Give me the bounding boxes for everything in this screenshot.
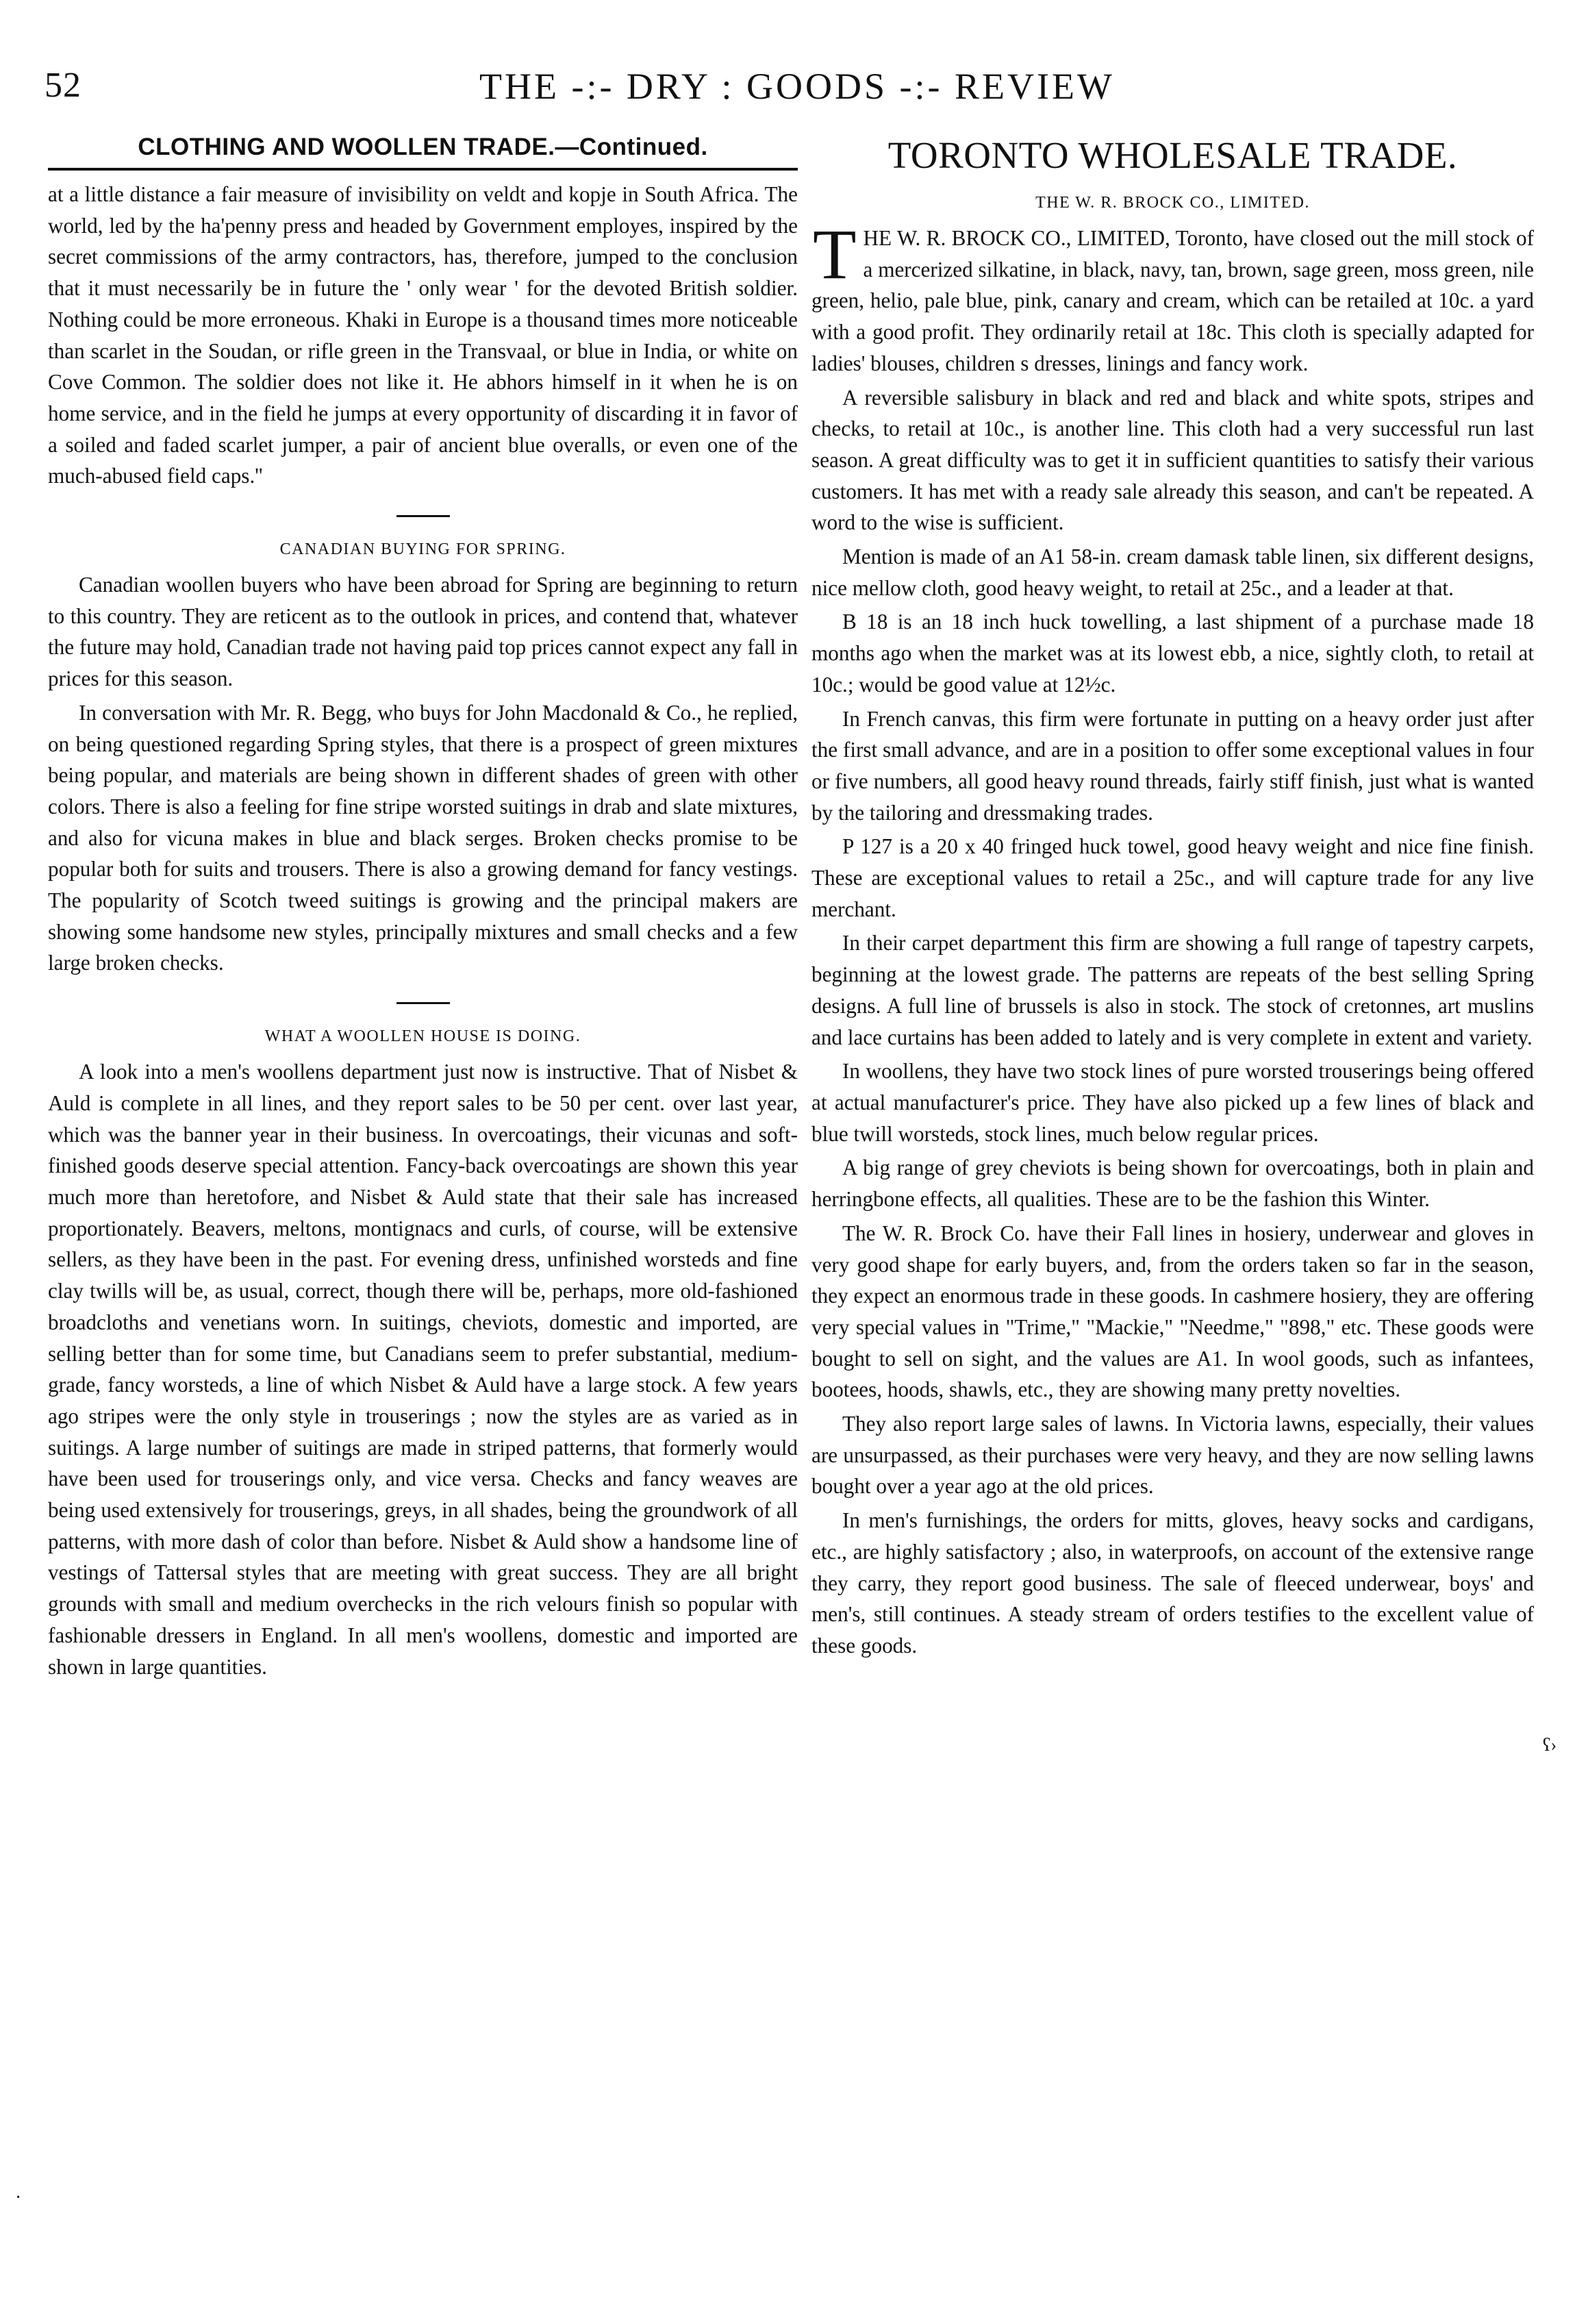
section-divider [396, 515, 450, 517]
paragraph: A reversible salisbury in black and red and black and white spots, stripes and checks, to retail at 10c., is another line. This cloth had a very successful run last season. A great difficulty was to get it in sufficient quantities to satisfy their various customers. It has met with a ready sale already this season, and can't be repeated. A word to the wise is sufficient. [811, 385, 1534, 535]
paragraph: In woollens, they have two stock lines of pure worsted trouserings being offered at actual manufacturer's price. They have also picked up a few lines of black and blue twill worsteds, stock lines, much below regular prices. [811, 1059, 1534, 1146]
page-number: 52 [45, 66, 81, 105]
paragraph: A look into a men's woollens department just now is instructive. That of Nisbet & Auld is complete in all lines, and they report sales to be 50 per cent. over last year, which was the banner year in their business. In overcoatings, their vicunas and soft-finished goods deserve special attention. Fancy-back overcoatings are shown this year much more than heretofore, and Nisbet & Auld state that their sale has increased proportionately. Beavers, meltons, montignacs and curls, of course, will be extensive sellers, as they have been in the past. For evening dress, unfinished worsteds and fine clay twills will be, as usual, correct, though there will be, perhaps, more old-fashioned broadcloths and venetians worn. In suitings, cheviots, domestic and imported, are selling better than for some time, but Canadians seem to prefer substantial, medium-grade, fancy worsteds, a line of which Nisbet & Auld have a large stock. A few years ago stripes were the only style in trouserings ; now the styles are as varied as in suitings. A large number of suitings are made in striped patterns, that formerly would have been used for trouserings only, and vice versa. Checks and fancy weaves are being used extensively for trouserings, greys, in all shades, being the groundwork of all patterns, with more dash of color than before. Nisbet & Auld show a handsome line of vestings of Tattersal styles that are meeting with great success. They are all bright grounds with small and medium overchecks in the rich velours finish so popular with fashionable dressers in England. In all men's woollens, domestic and imported are shown in large quantities. [48, 1060, 798, 1679]
masthead-title: THE -:- DRY : GOODS -:- REVIEW [479, 66, 1115, 107]
paragraph: The W. R. Brock Co. have their Fall lines in hosiery, underwear and gloves in very good shape for early buyers, and, from the orders taken so far in the season, they expect an enormous trade in these goods. In cashmere hosiery, they are offering very special values in "Trime," "Mackie," "Needme," "898," etc. These goods were bought to sell on sight, and the values are A1. In wool goods, such as infantees, bootees, hoods, shawls, etc., they are showing many pretty novelties. [811, 1221, 1534, 1402]
paragraph: Canadian woollen buyers who have been abroad for Spring are beginning to return to this country. They are reticent as to the outlook in prices, and contend that, whatever the future may hold, Canadian trade not having paid top prices cannot expect any fall in prices for this season. [48, 573, 798, 691]
margin-dot: · [15, 2187, 22, 2208]
paragraph: Mention is made of an A1 58-in. cream damask table linen, six different designs, nice mellow cloth, good heavy weight, to retail at 25c., and a leader at that. [811, 545, 1534, 600]
paragraph: In men's furnishings, the orders for mitts, gloves, heavy socks and cardigans, etc., are highly satisfactory ; also, in waterproofs, on account of the extensive range they carry, they report good business. The sale of fleeced underwear, boys' and men's, still continues. A steady stream of orders testifies to the excellent value of these goods. [811, 1508, 1534, 1658]
paragraph: In French canvas, this firm were fortunate in putting on a heavy order just after the first small advance, and are in a position to offer some exceptional values in four or five numbers, all good heavy round threads, fairly stiff finish, just what is wanted by the tailoring and dressmaking trades. [811, 706, 1534, 825]
right-column [811, 134, 1534, 1662]
left-column [48, 134, 798, 1682]
lead-paragraph [811, 215, 1534, 379]
section-divider [396, 1002, 450, 1004]
paragraph: A big range of grey cheviots is being shown for overcoatings, both in plain and herringbone effects, all qualities. These are to be the fashion this Winter. [811, 1155, 1534, 1212]
paragraph: B 18 is an 18 inch huck towelling, a last shipment of a purchase made 18 months ago when the market was at its lowest ebb, a nice, sightly cloth, to retail at 10c.; would be good value at 12½c. [811, 610, 1534, 697]
drop-cap: T [813, 215, 857, 294]
subheading-brock-co: THE W. R. BROCK CO., LIMITED. [1035, 194, 1310, 212]
continued-paragraph: at a little distance a fair measure of invisibility on veldt and kopje in South Africa. The world, led by the ha'penny press and headed by Government employes, inspired by the secret commissions of the army contractors, has, therefore, jumped to the conclusion that it must necessarily be in future the ' only wear ' for the devoted British soldier. Nothing could be more erroneous. Khaki in Europe is a thousand times more noticeable than scarlet in the Soudan, or rifle green in the Transvaal, or blue in India, or white on Cove Common. The soldier does not like it. He abhors himself in it when he is on home service, and in the field he jumps at every opportunity of discarding it in favor of a soiled and faded scarlet jumper, a pair of ancient blue overalls, or even one of the much-abused field caps.'' [48, 182, 798, 488]
paragraph: They also report large sales of lawns. In Victoria lawns, especially, their values are unsurpassed, as their purchases were very heavy, and they are now selling lawns bought over a year ago at the old prices. [811, 1412, 1534, 1499]
lead-paragraph-text: HE W. R. BROCK CO., LIMITED, Toronto, have closed out the mill stock of a mercerized silkatine, in black, navy, tan, brown, sage green, moss green, nile green, helio, pale blue, pink, canary and cream, which can be retailed at 10c. a yard with a good profit. They ordinarily retail at 18c. This cloth is specially adapted for ladies' blouses, children s dresses, linings and fancy work. [811, 226, 1534, 375]
paragraph: In conversation with Mr. R. Begg, who buys for John Macdonald & Co., he replied, on being questioned regarding Spring styles, that there is a prospect of green mixtures being popular, and materials are being shown in different shades of green with other colors. There is also a feeling for fine stripe worsted suitings in drab and slate mixtures, and also for vicuna makes in blue and black serges. Broken checks promise to be popular both for suits and trousers. There is also a growing demand for fancy vestings. The popularity of Scotch tweed suitings is growing and the principal makers are showing some handsome new styles, principally mixtures and small checks and a few large broken checks. [48, 700, 798, 975]
paragraph: P 127 is a 20 x 40 fringed huck towel, good heavy weight and nice fine finish. These are exceptional values to retail a 25c., and will capture trade for any live merchant. [811, 834, 1534, 921]
paragraph: In their carpet department this firm are showing a full range of tapestry carpets, beginning at the lowest grade. The patterns are repeats of the best selling Spring designs. A full line of brussels is also in stock. The stock of cretonnes, art muslins and lace curtains has been added to lately and is very complete in extent and variety. [811, 931, 1534, 1049]
section-heading-toronto: TORONTO WHOLESALE TRADE. [887, 134, 1458, 176]
subheading-canadian-buying: CANADIAN BUYING FOR SPRING. [279, 540, 566, 559]
margin-mark: ʕ› [1543, 1735, 1557, 1755]
subheading-woollen-house: WHAT A WOOLLEN HOUSE IS DOING. [264, 1027, 581, 1046]
section-heading-clothing: CLOTHING AND WOOLLEN TRADE.—Continued. [48, 134, 798, 171]
